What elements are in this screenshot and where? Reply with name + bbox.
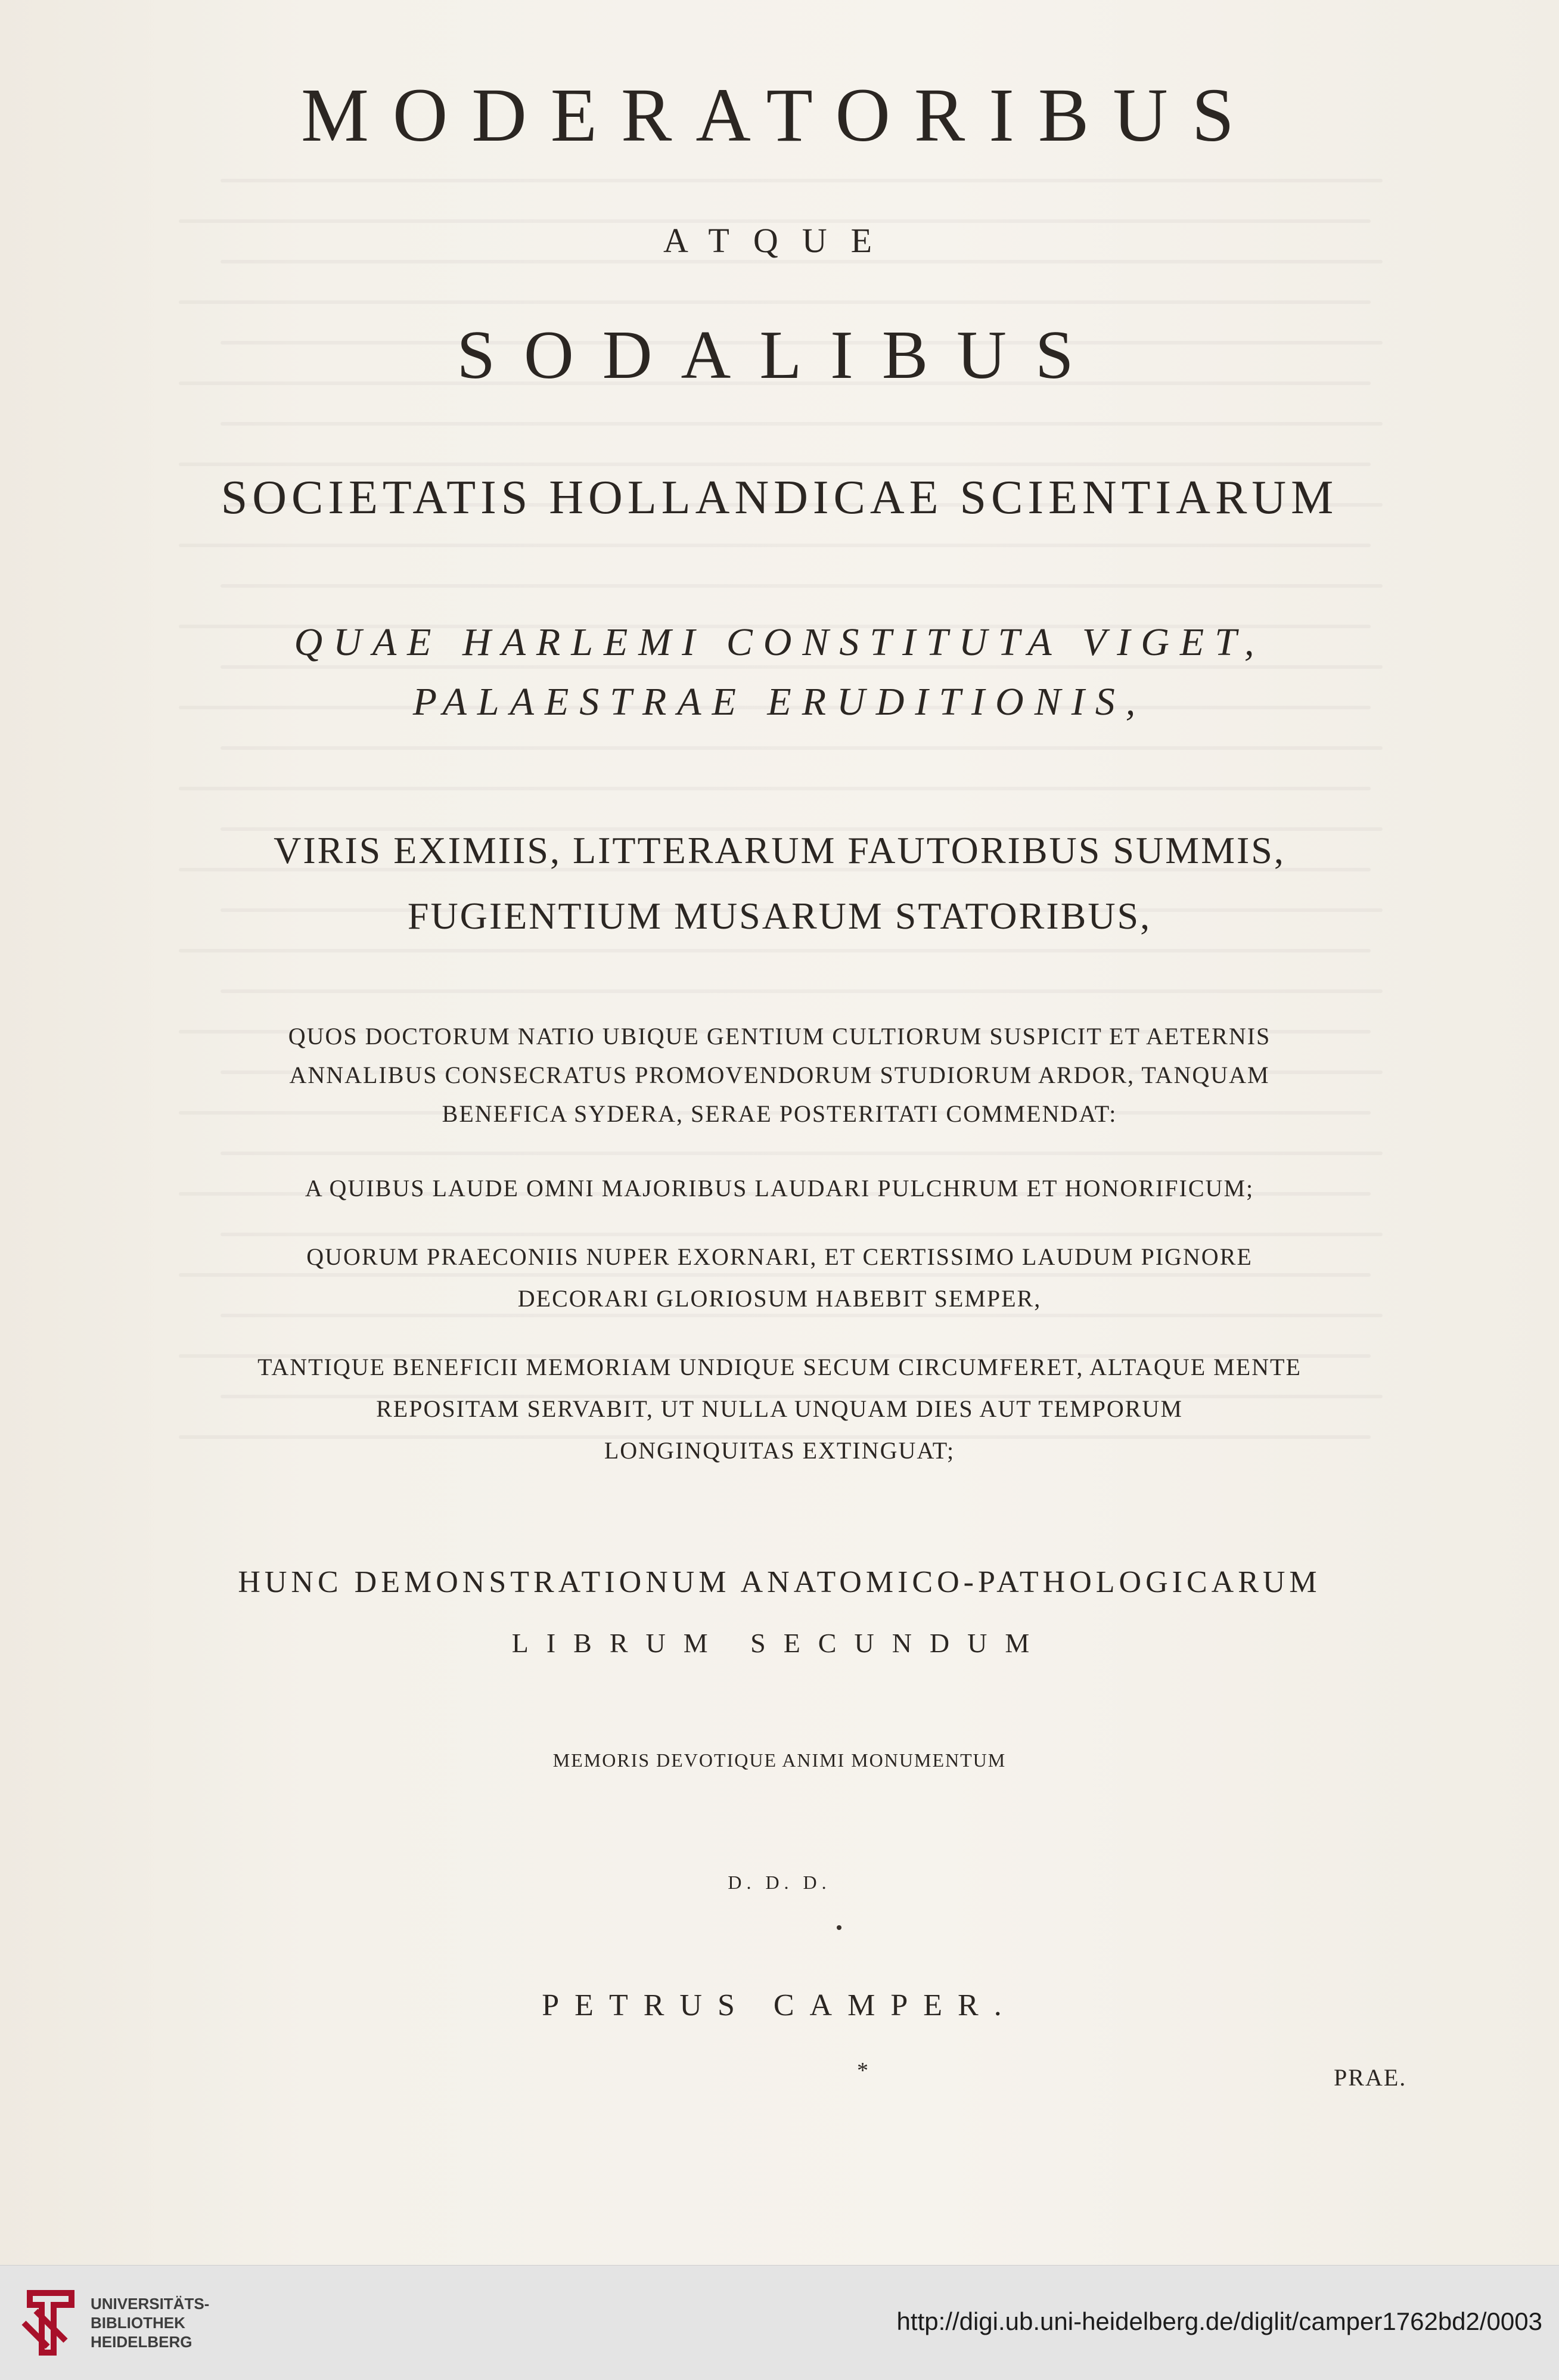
dedication-title: MODERATORIBUS [301,73,1258,157]
permalink-url[interactable]: http://digi.ub.uni-heidelberg.de/diglit/camper1762bd2/0003 [896,2307,1542,2335]
signature-asterisk: * [857,2058,868,2083]
viris-line: VIRIS EXIMIIS, LITTERARUM FAUTORIBUS SUMMIS, [274,829,1285,871]
tantique-line-2: REPOSITAM SERVABIT, UT NULLA UNQUAM DIES AUT TEMPORUM [376,1395,1183,1422]
quos-line-1: QUOS DOCTORUM NATIO UBIQUE GENTIUM CULTIORUM SUSPICIT ET AETERNIS [288,1023,1271,1050]
a-quibus-line: A QUIBUS LAUDE OMNI MAJORIBUS LAUDARI PULCHRUM ET HONORIFICUM; [305,1175,1254,1202]
logo-line-3: HEIDELBERG [91,2333,192,2351]
quae-line: QUAE HARLEMI CONSTITUTA VIGET, [294,620,1265,664]
memoris-line: MEMORIS DEVOTIQUE ANIMI MONUMENTUM [552,1749,1007,1771]
library-footer [0,2265,1559,2380]
sodalibus-heading: SODALIBUS [456,317,1103,393]
society-name: SOCIETATIS HOLLANDICAE SCIENTIARUM [221,471,1338,524]
printer-dot [837,1925,841,1930]
tantique-line-1: TANTIQUE BENEFICII MEMORIAM UNDIQUE SECUM CIRCUMFERET, ALTAQUE MENTE [257,1354,1302,1380]
quos-line-2: ANNALIBUS CONSECRATUS PROMOVENDORUM STUDIORUM ARDOR, TANQUAM [289,1062,1270,1088]
author-name: PETRUS CAMPER. [542,1988,1017,2022]
tantique-line-3: LONGINQUITAS EXTINGUAT; [604,1437,955,1464]
librum-secundum: LIBRUM SECUNDUM [511,1628,1048,1658]
conjunction-atque: ATQUE [663,221,896,260]
quorum-line-2: DECORARI GLORIOSUM HABEBIT SEMPER, [517,1285,1042,1312]
university-library-logo-icon [18,2287,83,2359]
logo-line-2: BIBLIOTHEK [91,2314,185,2332]
quorum-line-1: QUORUM PRAECONIIS NUPER EXORNARI, ET CERTISSIMO LAUDUM PIGNORE [306,1243,1253,1270]
ddd-line: D. D. D. [728,1872,831,1893]
logo-line-1: UNIVERSITÄTS- [91,2295,210,2313]
palaestrae-line: PALAESTRAE ERUDITIONIS, [412,680,1147,724]
fugientium-line: FUGIENTIUM MUSARUM STATORIBUS, [407,895,1152,937]
quos-line-3: BENEFICA SYDERA, SERAE POSTERITATI COMMENDAT: [442,1100,1117,1127]
library-logo-text [91,2294,209,2351]
catchword: PRAE. [1334,2064,1407,2091]
hunc-line: HUNC DEMONSTRATIONUM ANATOMICO-PATHOLOGICARUM [238,1565,1321,1599]
